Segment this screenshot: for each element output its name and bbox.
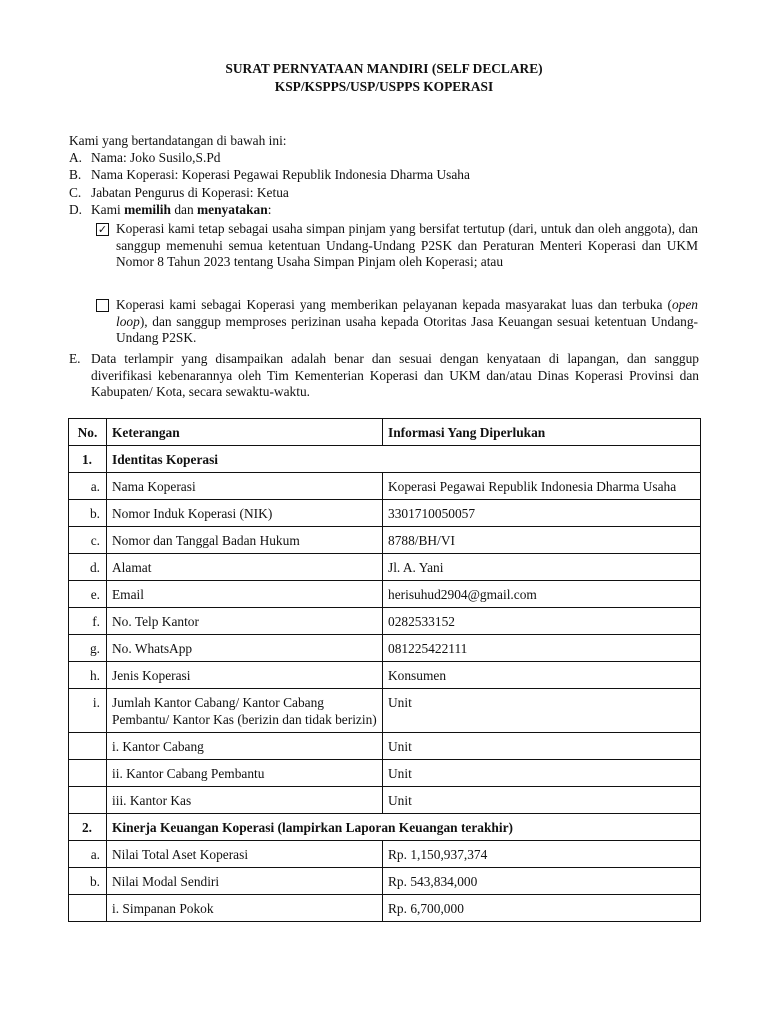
header-no: No. (69, 419, 107, 446)
row-informasi: 3301710050057 (383, 500, 701, 527)
table-row (69, 868, 701, 895)
table-row (69, 527, 701, 554)
row-informasi: Koperasi Pegawai Republik Indonesia Dharma Usaha (383, 473, 701, 500)
item-e-label: E. (69, 351, 81, 366)
item-d-bold-memilih: memilih (124, 202, 171, 217)
option-open-loop-text (116, 297, 698, 347)
table-row (69, 689, 701, 733)
row-no: b. (69, 500, 107, 527)
row-keterangan: Jumlah Kantor Cabang/ Kantor Cabang Pembantu/ Kantor Kas (berizin dan tidak berizin) (107, 689, 383, 733)
row-keterangan: ii. Kantor Cabang Pembantu (107, 760, 383, 787)
row-keterangan: No. Telp Kantor (107, 608, 383, 635)
table-row (69, 662, 701, 689)
row-informasi: Jl. A. Yani (383, 554, 701, 581)
row-no: a. (69, 841, 107, 868)
row-keterangan: Nama Koperasi (107, 473, 383, 500)
row-informasi: Unit (383, 760, 701, 787)
item-b-text: Nama Koperasi: Koperasi Pegawai Republik Indonesia Dharma Usaha (91, 167, 470, 182)
row-no: g. (69, 635, 107, 662)
document-title: SURAT PERNYATAAN MANDIRI (SELF DECLARE) (225, 61, 543, 76)
row-no: e. (69, 581, 107, 608)
table-row (69, 581, 701, 608)
row-keterangan: iii. Kantor Kas (107, 787, 383, 814)
section-no: 2. (69, 814, 107, 841)
row-no: h. (69, 662, 107, 689)
table-row (69, 500, 701, 527)
row-informasi: 0282533152 (383, 608, 701, 635)
row-no: a. (69, 473, 107, 500)
row-keterangan: Jenis Koperasi (107, 662, 383, 689)
item-a-text: Nama: Joko Susilo,S.Pd (91, 150, 221, 165)
row-informasi: 8788/BH/VI (383, 527, 701, 554)
checkbox-open-loop[interactable] (96, 299, 109, 312)
row-no: b. (69, 868, 107, 895)
data-table (68, 418, 701, 922)
row-no: d. (69, 554, 107, 581)
row-no: c. (69, 527, 107, 554)
row-keterangan: No. WhatsApp (107, 635, 383, 662)
item-d-text (91, 202, 271, 219)
row-no (69, 895, 107, 922)
option-closed-loop-text: Koperasi kami tetap sebagai usaha simpan pinjam yang bersifat tertutup (dari, untuk dan oleh anggota), dan sanggup memenuhi semua ketentuan Undang-Undang P2SK dan Peraturan Menteri Koperasi dan UKM Nomor 8 Tahun 2023 tentang Usaha Simpan Pinjam oleh Koperasi; atau (116, 221, 698, 269)
item-d-pre: Kami (91, 202, 125, 217)
row-keterangan: Alamat (107, 554, 383, 581)
row-no: i. (69, 689, 107, 733)
row-keterangan: i. Simpanan Pokok (107, 895, 383, 922)
item-e-text: Data terlampir yang disampaikan adalah benar dan sesuai dengan kenyataan di lapangan, dan sanggup diverifikasi kebenarannya oleh Tim Kementerian Koperasi dan UKM dan/atau Dinas Koperasi Provinsi dan Kabupaten/ Kota, secara sewaktu-waktu. (91, 351, 699, 399)
row-keterangan: i. Kantor Cabang (107, 733, 383, 760)
table-header-row (69, 419, 701, 446)
item-a-label: A. (69, 150, 83, 165)
row-informasi: Rp. 543,834,000 (383, 868, 701, 895)
section-title: Identitas Koperasi (107, 446, 701, 473)
row-no: f. (69, 608, 107, 635)
section-row-kinerja (69, 814, 701, 841)
table-row (69, 473, 701, 500)
table-row (69, 760, 701, 787)
row-no (69, 733, 107, 760)
document-subtitle: KSP/KSPPS/USP/USPPS KOPERASI (274, 79, 494, 94)
header-keterangan: Keterangan (107, 419, 383, 446)
item-d-post: : (267, 202, 272, 217)
row-keterangan: Email (107, 581, 383, 608)
item-c-label: C. (69, 185, 82, 200)
row-informasi: Rp. 1,150,937,374 (383, 841, 701, 868)
item-d-label: D. (69, 202, 83, 217)
header-informasi: Informasi Yang Diperlukan (383, 419, 701, 446)
intro-text: Kami yang bertandatangan di bawah ini: (69, 133, 287, 148)
section-no: 1. (69, 446, 107, 473)
option-open-loop-pre: Koperasi kami sebagai Koperasi yang memberikan pelayanan kepada masyarakat luas dan terbuka ( (116, 297, 672, 312)
row-no (69, 787, 107, 814)
row-no (69, 760, 107, 787)
row-informasi: 081225422111 (383, 635, 701, 662)
table-row (69, 635, 701, 662)
item-d-mid: dan (170, 202, 198, 217)
table-row (69, 787, 701, 814)
option-open-loop-italic: open loop (116, 297, 698, 329)
item-b-label: B. (69, 167, 82, 182)
row-informasi: Unit (383, 733, 701, 760)
row-informasi: herisuhud2904@gmail.com (383, 581, 701, 608)
option-open-loop-post: ), dan sanggup memproses perizinan usaha kepada Otoritas Jasa Keuangan sesuai ketentuan Undang-Undang P2SK. (116, 313, 698, 345)
checkbox-closed-loop[interactable]: ✓ (97, 223, 108, 236)
row-keterangan: Nilai Total Aset Koperasi (107, 841, 383, 868)
row-informasi: Unit (383, 689, 701, 733)
table-row (69, 733, 701, 760)
row-keterangan: Nilai Modal Sendiri (107, 868, 383, 895)
item-c-text: Jabatan Pengurus di Koperasi: Ketua (91, 185, 289, 200)
item-d-bold-menyatakan: menyatakan (197, 202, 268, 217)
section-title: Kinerja Keuangan Koperasi (lampirkan Laporan Keuangan terakhir) (107, 814, 701, 841)
row-informasi: Rp. 6,700,000 (383, 895, 701, 922)
row-keterangan: Nomor Induk Koperasi (NIK) (107, 500, 383, 527)
row-informasi: Konsumen (383, 662, 701, 689)
table-row (69, 895, 701, 922)
table-row (69, 841, 701, 868)
section-row-identitas (69, 446, 701, 473)
table-row (69, 554, 701, 581)
row-keterangan: Nomor dan Tanggal Badan Hukum (107, 527, 383, 554)
row-informasi: Unit (383, 787, 701, 814)
table-row (69, 608, 701, 635)
